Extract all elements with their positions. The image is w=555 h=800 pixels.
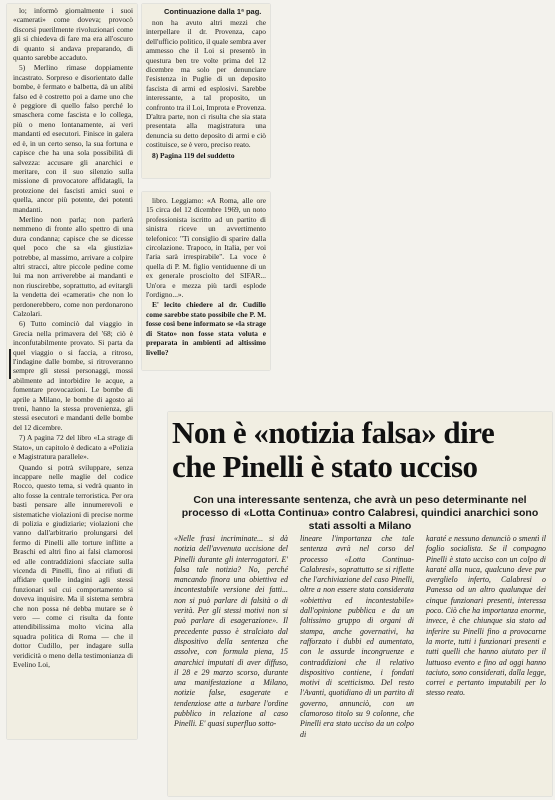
middle-top-text	[146, 18, 266, 161]
subheadline: Con una interessante sentenza, che avrà un peso determinante nel processo di «Lotta Continua» contro Calabresi, quindici anarchici sono stati assolti a Milano	[181, 494, 539, 532]
article-column-1: «Nelle frasi incriminate... si dà notizia dell'avvenuta uccisione del Pinelli durante gli interrogatori. E' falsa tale notizia? No, perché mancando finora una obiettiva ed incontestabile versione dei fatti... non si può parlare di falsità o di verità. Per gli stessi motivi non si può parlare di esagerazione». Il precedente passo è stralciato dal dispositivo della sentenza che assolve, con formula piena, 15 anarchici imputati di aver diffuso, il 28 e 29 marzo scorso, durante una manifestazione a Milano, notizie false, esagerate e tendenziose atte a turbare l'ordine pubblico in relazione al caso Pinelli. E' quasi superfluo sotto-	[174, 534, 288, 729]
middle-top-paragraph: 8) Pagina 119 del suddetto	[152, 150, 235, 160]
middle-top-paragraph: non ha avuto altri mezzi che interpellare il dr. Provenza, capo dell'ufficio politico, il quale sembra aver ammesso che il Loi si presentò in questura ben tre volte prima del 12 dicembre ma solo per denunciare l'esistenza in Puglie di un deposito fascista di armi ed esplosivi. Sarebbe interessante, a tal proposito, un confronto tra il Loi, Improta e Provenza. D'altra parte, non ci risulta che sia stata presentata alla magistratura una denuncia su detto deposito di armi e ciò costituisce, se è vero, preciso reato.	[146, 18, 266, 150]
left-paragraph: 5) Merlino rimase doppiamente incastrato. Sorpreso e disorientato dalle bombe, è fermato e balbetta, dà un alibi falso ed è costretto poi a darne uno che è peggiore di quello falso perché lo smaschera come fascista e lo collega, più o meno lontanamente, ai veri mandanti ed esecutori. Finisce in galera ed è, in un certo senso, la sua fortuna e capisce che ha una sola possibilità di salvezza: accusare gli anarchici e meritare, con il suo silenzio sulla missione di provocatore affidatagli, la protezione dei fascisti amici suoi e quella, ancor più potente, dei potenti mandanti.	[13, 63, 133, 214]
headline-line-2: che Pinelli è stato ucciso	[172, 449, 478, 484]
left-paragraph: 7) A pagina 72 del libro «La strage di Stato», un capitolo è dedicato a «Polizia e Magistratura parallele».	[13, 433, 133, 462]
left-column-text	[13, 6, 133, 670]
middle-bottom-text	[146, 196, 266, 358]
article-column-3: karaté e nessuno denunciò o smentì il foglio socialista. Se il compagno Pinelli è stato ucciso con un colpo di karaté alla nuca, qualcuno deve pur averglielo inferto, Calabresi o Panessa od un altro qualunque dei cinque funzionari presenti, interessa poco. Ciò che ha importanza enorme, invece, è che chiunque sia stato ad inferire su Pinelli fino a provocarne la morte, tutti i funzionari presenti e tutti quelli che hanno aiutato per il luttuoso evento e fino ad oggi hanno taciuto, sono considerati, dalla legge, correi e pertanto imputabili per lo stesso reato.	[426, 534, 546, 698]
article-column-2: lineare l'importanza che tale sentenza avrà nel corso del processo «Lotta Continua-Calabresi», soprattutto se si riflette che l'archiviazione del caso Pinelli, oltre a non essere stata considerata «obiettiva ed incontestabile» dall'opinione pubblica e da un foltissimo gruppo di organi di stampa, anche governativi, ha rafforzato i dubbi ed aumentato, con le assurde incongruenze e contraddizioni che il relativo dispositivo contiene, i fondati motivi di scetticismo. Del resto l'Avanti, quotidiano di un partito di governo, annunciò, con un clamoroso titolo su 9 colonne, che Pinelli era stato ucciso da un colpo di	[300, 534, 414, 739]
left-paragraph: 6) Tutto cominciò dal viaggio in Grecia nella primavera del '68; ciò è inconfutabilmente provato. Si parta da quel viaggio o si faccia, a ritroso, l'indagine dalle bombe, si ritroveranno sempre gli stessi personaggi, mossi abilmente ad intorbidire le acque, a fomentare provocazioni. Le bombe di aprile a Milano, le bombe di agosto ai treni, hanno la stessa provenienza, gli stessi esecutori e mandanti delle bombe del 12 dicembre.	[13, 319, 133, 432]
left-paragraph: lo; informò giornalmente i suoi «camerati» come doveva; provocò discorsi puerilmente rivoluzionari come gli si chiedeva di fare ma era all'oscuro di quanto si andava preparando, di quanto sarebbe accaduto.	[13, 6, 133, 63]
headline-line-1: Non è «notizia falsa» dire	[172, 415, 495, 450]
left-column-clipping	[7, 4, 137, 739]
middle-top-clipping	[142, 4, 270, 178]
continuation-header: Continuazione dalla 1ª pag.	[164, 7, 262, 16]
article-clipping	[168, 412, 552, 796]
middle-bottom-paragraph: E' lecito chiedere al dr. Cudillo come sarebbe stato possibile che P. M. fosse così bene informato se «la strage di Stato» non fosse stata voluta e preparata in ambienti ad altissimo livello?	[146, 300, 266, 357]
left-paragraph: Merlino non parla; non parlerà nemmeno di fronte allo spettro di una dura condanna; capisce che se dicesse quel poco che sa «la giustizia» potrebbe, al massimo, arrivare a colpire altri stracci, altre piccole pedine come lui ma non arriverebbe ai mandanti e non riuscirebbe, soprattutto, ad evitargli la vendetta dei «camerati» che non lo perdonerebbero, come non perdonarono Calzolari.	[13, 214, 133, 318]
left-paragraph: Quando si potrà sviluppare, senza incappare nelle maglie del codice Rocco, questo tema, si vedrà quanto in alto fosse la centrale terroristica. Per ora basti pensare alle innumerevoli e sistematiche violazioni di precise norme di polizia e giudiziarie; violazioni che vanno dall'arbitrario prolungarsi del fermo di Pinelli alle torture inflitte a Braschi ed altri fino ai falsi clamorosi ed alle contraddizioni sfacciate sulla vicenda di Pinelli, fino ai rifiuti di affidare quelle indagini agli stessi funzionari sul cui comportamento si doveva inquisire. Ma il sistema sembra che non possa né debba mutare se è vero — come ci risulta da fonte attendibilissima molto vicina alla squadra politica di Roma — che il dottor Cudillo, per indagare sulla veridicità o meno della testimonianza di Evelino Loi,	[13, 462, 133, 670]
middle-bottom-clipping	[142, 192, 270, 370]
middle-bottom-paragraph: libro. Leggiamo: «A Roma, alle ore 15 circa del 12 dicembre 1969, un noto professionista iscritto ad un partito di sinistra riceve un avvertimento telefonico: "Ti consiglio di sparire dalla circolazione. Trapoco, in Italia, per voi l'aria sarà irrespirabile". La voce è quella di P. M. figlio ventiduenne di un ex generale prosciolto del SIFAR... Un'ora e mezza più tardi esplode l'ordigno...».	[146, 196, 266, 300]
margin-mark	[9, 349, 11, 379]
